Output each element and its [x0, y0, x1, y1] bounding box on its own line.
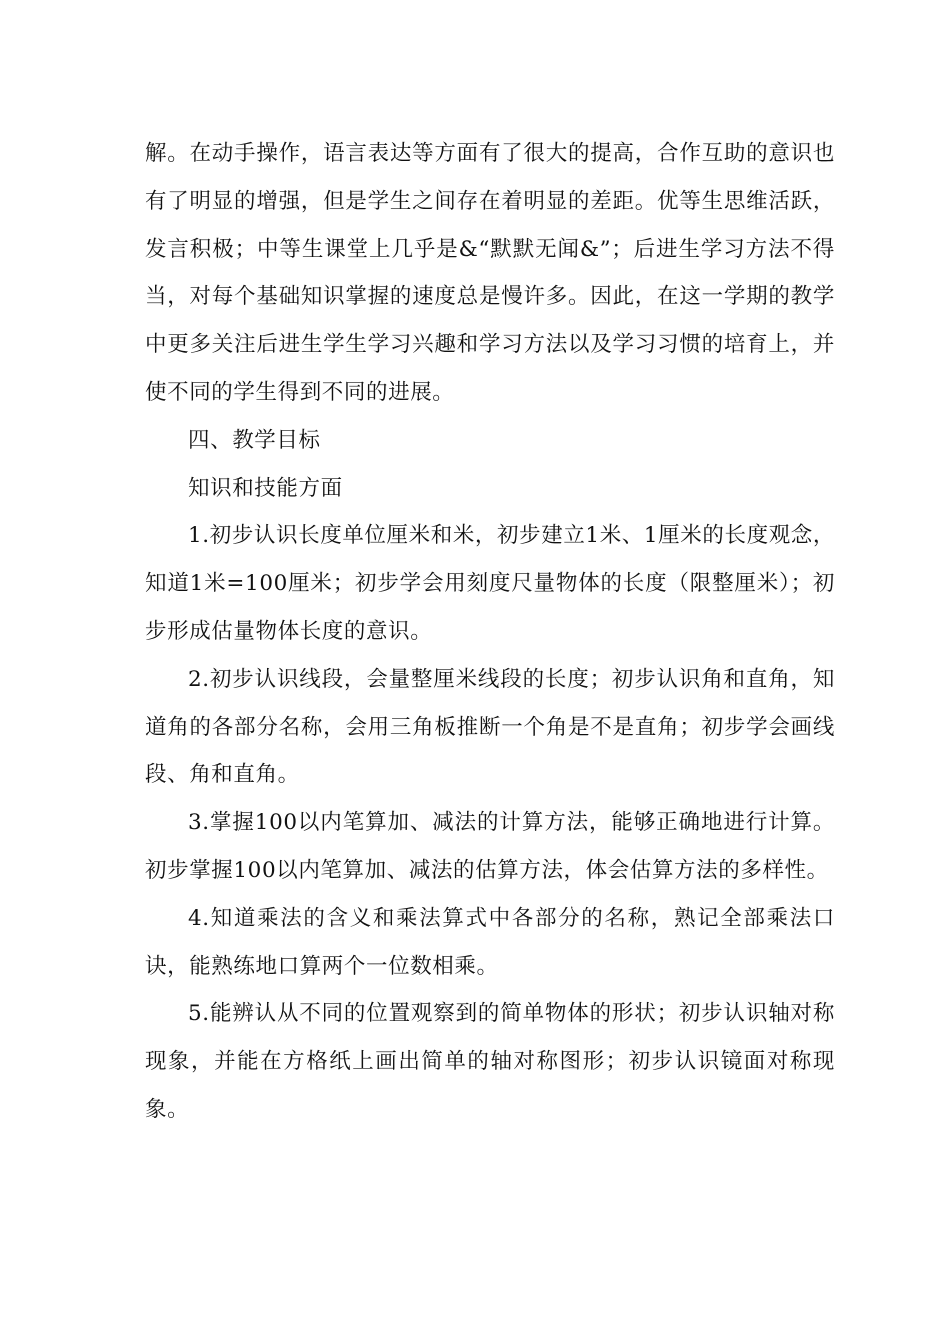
document-body	[145, 130, 835, 1134]
list-item-4: 4.知道乘法的含义和乘法算式中各部分的名称，熟记全部乘法口诀，能熟练地口算两个一位数相乘。	[145, 905, 835, 979]
paragraph-continuation: 解。在动手操作，语言表达等方面有了很大的提高，合作互助的意识也有了明显的增强，但是学生之间存在着明显的差距。优等生思维活跃，发言积极；中等生课堂上几乎是&“默默无闻&”；后进生学习方法不得当，对每个基础知识掌握的速度总是慢许多。因此，在这一学期的教学中更多关注后进生学生学习兴趣和学习方法以及学习习惯的培育上，并使不同的学生得到不同的进展。	[145, 141, 835, 405]
list-item-3: 3.掌握100以内笔算加、减法的计算方法，能够正确地进行计算。初步掌握100以内笔算加、减法的估算方法，体会估算方法的多样性。	[145, 810, 835, 883]
subsection-heading: 知识和技能方面	[188, 475, 343, 501]
list-item-5: 5.能辨认从不同的位置观察到的简单物体的形状；初步认识轴对称现象，并能在方格纸上画出简单的轴对称图形；初步认识镜面对称现象。	[145, 1001, 835, 1122]
list-item-1: 1.初步认识长度单位厘米和米，初步建立1米、1厘米的长度观念，知道1米=100厘米；初步学会用刻度尺量物体的长度（限整厘米）；初步形成估量物体长度的意识。	[145, 523, 835, 644]
list-item-2: 2.初步认识线段，会量整厘米线段的长度；初步认识角和直角，知道角的各部分名称，会用三角板推断一个角是不是直角；初步学会画线段、角和直角。	[145, 666, 835, 788]
section-heading: 四、教学目标	[188, 427, 321, 453]
